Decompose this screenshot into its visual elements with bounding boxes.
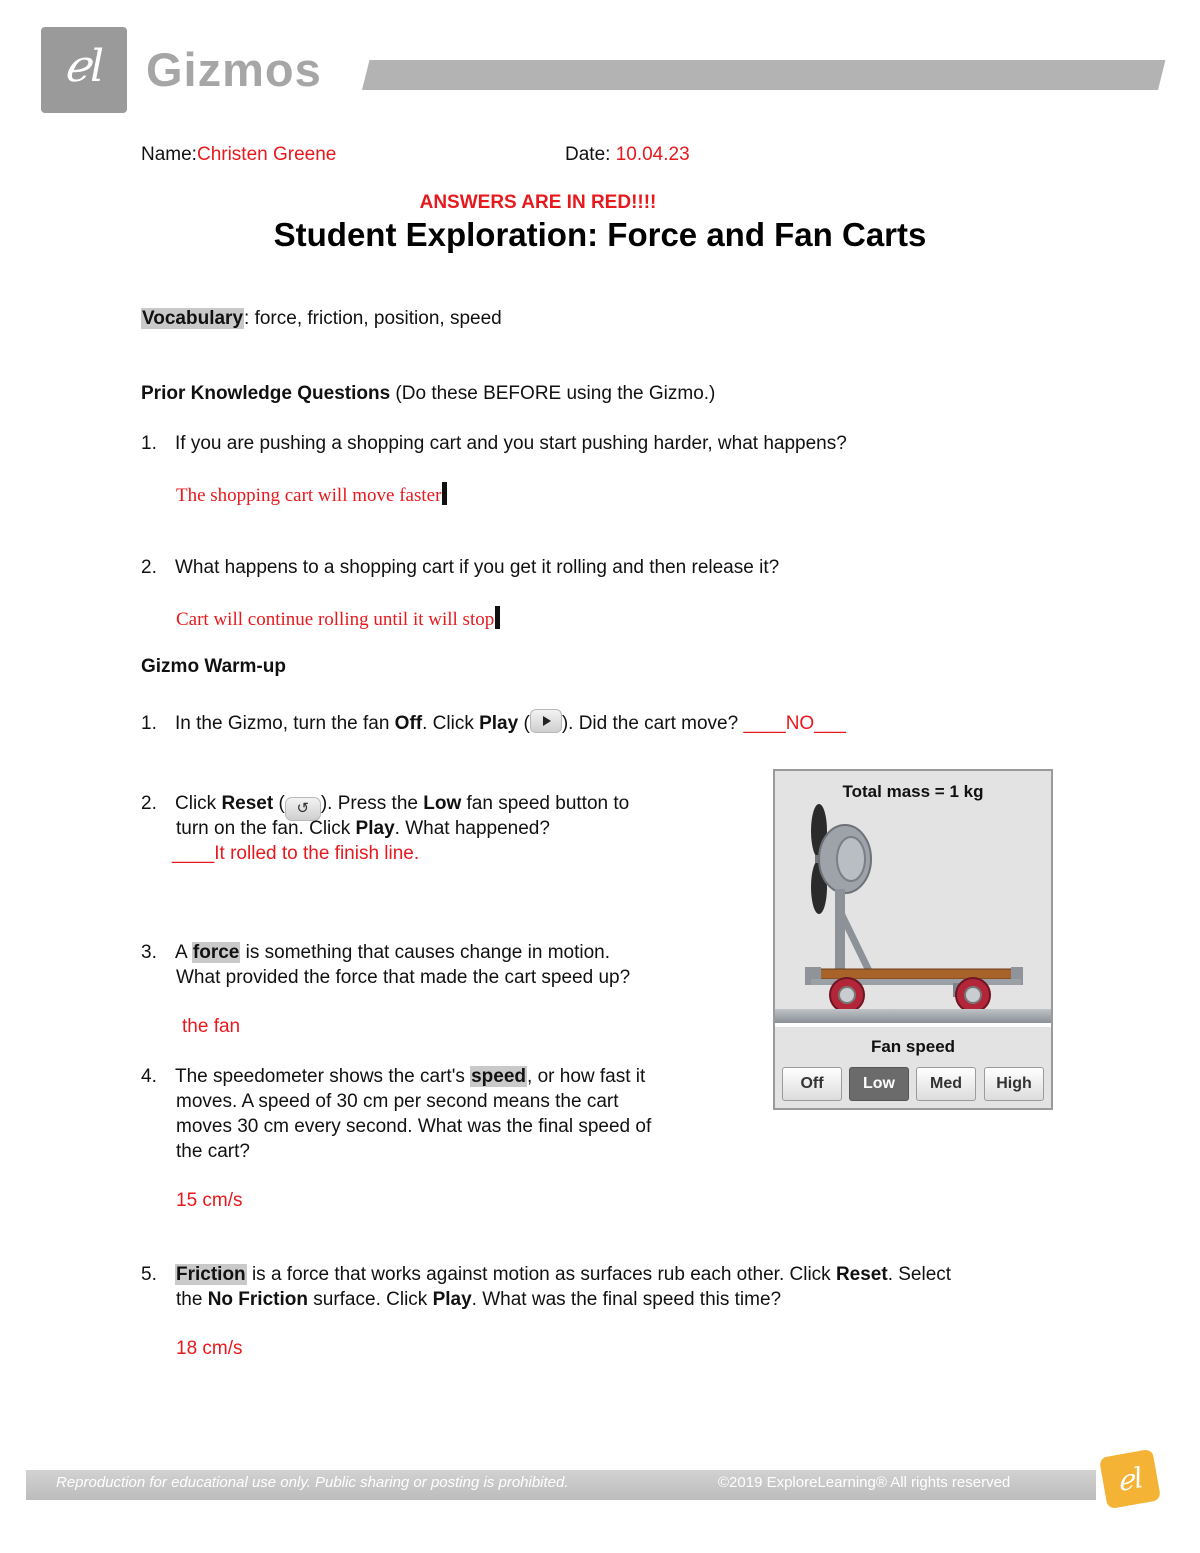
reset-icon: ↺ bbox=[285, 797, 321, 821]
text-cursor bbox=[442, 482, 447, 505]
question-text: If you are pushing a shopping cart and you start pushing harder, what happens? bbox=[175, 433, 847, 454]
text: the bbox=[176, 1289, 208, 1310]
question-number: 2. bbox=[141, 557, 157, 578]
header-bar bbox=[362, 60, 1165, 90]
prior-heading-note: (Do these BEFORE using the Gizmo.) bbox=[390, 383, 716, 404]
name-value: Christen Greene bbox=[196, 144, 337, 165]
question-number: 1. bbox=[141, 433, 157, 454]
fan-cart-illustration bbox=[775, 801, 1051, 1013]
question-text: What happens to a shopping cart if you get it rolling and then release it? bbox=[175, 557, 780, 578]
text: The speedometer shows the cart's bbox=[175, 1066, 471, 1087]
bold-term: Reset bbox=[835, 1264, 888, 1285]
text: A bbox=[175, 942, 192, 963]
cart-wheel-icon bbox=[953, 977, 993, 1013]
text-cursor bbox=[495, 606, 500, 629]
warmup-q5 bbox=[141, 1262, 951, 1287]
text: surface. Click bbox=[307, 1289, 433, 1310]
vocab-term: force bbox=[192, 942, 240, 963]
bold-term: Low bbox=[423, 793, 462, 814]
footer-copyright: ©2019 ExploreLearning® All rights reserved bbox=[718, 1474, 1011, 1491]
explorelearning-logo bbox=[41, 27, 127, 113]
text: turn on the fan. Click bbox=[176, 818, 356, 839]
question-number: 4. bbox=[141, 1066, 157, 1087]
warmup-q3-answer[interactable]: the fan bbox=[182, 1016, 241, 1037]
cart-wheel-icon bbox=[827, 977, 867, 1013]
bold-term: Play bbox=[479, 713, 519, 734]
warmup-heading: Gizmo Warm-up bbox=[141, 656, 286, 677]
cart-mast bbox=[835, 889, 845, 981]
warmup-q2-line2 bbox=[176, 816, 550, 841]
warmup-q4-line2: moves. A speed of 30 cm per second means the cart bbox=[176, 1091, 619, 1112]
text: Click bbox=[175, 793, 222, 814]
text: is a force that works against motion as surfaces rub each other. Click bbox=[246, 1264, 836, 1285]
fan-off-button[interactable]: Off bbox=[782, 1067, 842, 1101]
name-label: Name: bbox=[141, 144, 197, 165]
warmup-q1 bbox=[141, 709, 846, 736]
question-number: 3. bbox=[141, 942, 157, 963]
answer-text: Cart will continue rolling until it will stop bbox=[176, 609, 495, 630]
track-surface bbox=[775, 1009, 1051, 1023]
gizmo-screenshot bbox=[773, 769, 1053, 1110]
bold-term: No Friction bbox=[207, 1289, 308, 1310]
brand-title: Gizmos bbox=[146, 43, 322, 96]
fan-speed-label: Fan speed bbox=[870, 1037, 956, 1056]
explorelearning-footer-logo-icon bbox=[1097, 1447, 1163, 1511]
warmup-q5-line2 bbox=[176, 1287, 781, 1312]
prior-q1-answer[interactable] bbox=[176, 482, 447, 507]
fan-low-button[interactable]: Low bbox=[849, 1067, 909, 1101]
text: ( bbox=[518, 713, 530, 734]
question-number: 5. bbox=[141, 1264, 157, 1285]
vocab-term: Friction bbox=[176, 1264, 246, 1285]
question-number: 1. bbox=[141, 713, 157, 734]
answers-note: ANSWERS ARE IN RED!!!! bbox=[419, 192, 657, 213]
warmup-q4-line3: moves 30 cm every second. What was the final speed of bbox=[176, 1116, 652, 1137]
text: fan speed button to bbox=[461, 793, 630, 814]
bold-term: Play bbox=[355, 818, 395, 839]
answer-text: ____NO___ bbox=[743, 713, 846, 734]
text: . Select bbox=[887, 1264, 952, 1285]
text: In the Gizmo, turn the fan bbox=[175, 713, 395, 734]
text: is something that causes change in motion. bbox=[240, 942, 611, 963]
footer-disclaimer: Reproduction for educational use only. Public sharing or posting is prohibited. bbox=[56, 1474, 569, 1491]
date-label: Date: bbox=[565, 144, 611, 165]
warmup-q3-line2: What provided the force that made the cart speed up? bbox=[176, 967, 631, 988]
bold-term: Play bbox=[432, 1289, 472, 1310]
fan-med-button[interactable]: Med bbox=[916, 1067, 976, 1101]
warmup-q2-answer[interactable]: ____It rolled to the finish line. bbox=[172, 843, 420, 864]
name-line bbox=[141, 142, 336, 167]
svg-text:ℯl: ℯl bbox=[1114, 1461, 1146, 1498]
bold-term: Off bbox=[394, 713, 423, 734]
prior-q2 bbox=[141, 555, 779, 580]
text: ( bbox=[273, 793, 285, 814]
logo-text: ℯl bbox=[63, 41, 105, 92]
vocabulary-label: Vocabulary bbox=[142, 308, 244, 329]
fan-high-button[interactable]: High bbox=[984, 1067, 1044, 1101]
bold-term: Reset bbox=[221, 793, 274, 814]
text: . Click bbox=[422, 713, 480, 734]
vocabulary-terms: : force, friction, position, speed bbox=[244, 308, 502, 329]
warmup-q4 bbox=[141, 1064, 645, 1089]
text: . What happened? bbox=[394, 818, 550, 839]
question-number: 2. bbox=[141, 793, 157, 814]
total-mass-label: Total mass = 1 kg bbox=[842, 782, 984, 801]
prior-knowledge-heading bbox=[141, 381, 715, 406]
page-title: Student Exploration: Force and Fan Carts bbox=[273, 216, 927, 253]
warmup-q3 bbox=[141, 940, 610, 965]
prior-q2-answer[interactable] bbox=[176, 606, 500, 631]
text: . What was the final speed this time? bbox=[471, 1289, 782, 1310]
text: ). Did the cart move? bbox=[561, 713, 744, 734]
text: ). Press the bbox=[320, 793, 424, 814]
warmup-q4-answer[interactable]: 15 cm/s bbox=[176, 1190, 243, 1211]
date-value: 10.04.23 bbox=[615, 144, 690, 165]
prior-heading: Prior Knowledge Questions bbox=[141, 383, 391, 404]
text: , or how fast it bbox=[527, 1066, 646, 1087]
answer-text: The shopping cart will move faster bbox=[176, 485, 442, 506]
prior-q1 bbox=[141, 431, 847, 456]
vocabulary-line bbox=[141, 306, 502, 331]
date-line bbox=[565, 142, 690, 167]
vocab-term: speed bbox=[471, 1066, 527, 1087]
warmup-q4-line4: the cart? bbox=[176, 1141, 250, 1162]
play-icon bbox=[530, 709, 562, 733]
warmup-q5-answer[interactable]: 18 cm/s bbox=[176, 1338, 243, 1359]
panel-divider bbox=[775, 1023, 1051, 1027]
